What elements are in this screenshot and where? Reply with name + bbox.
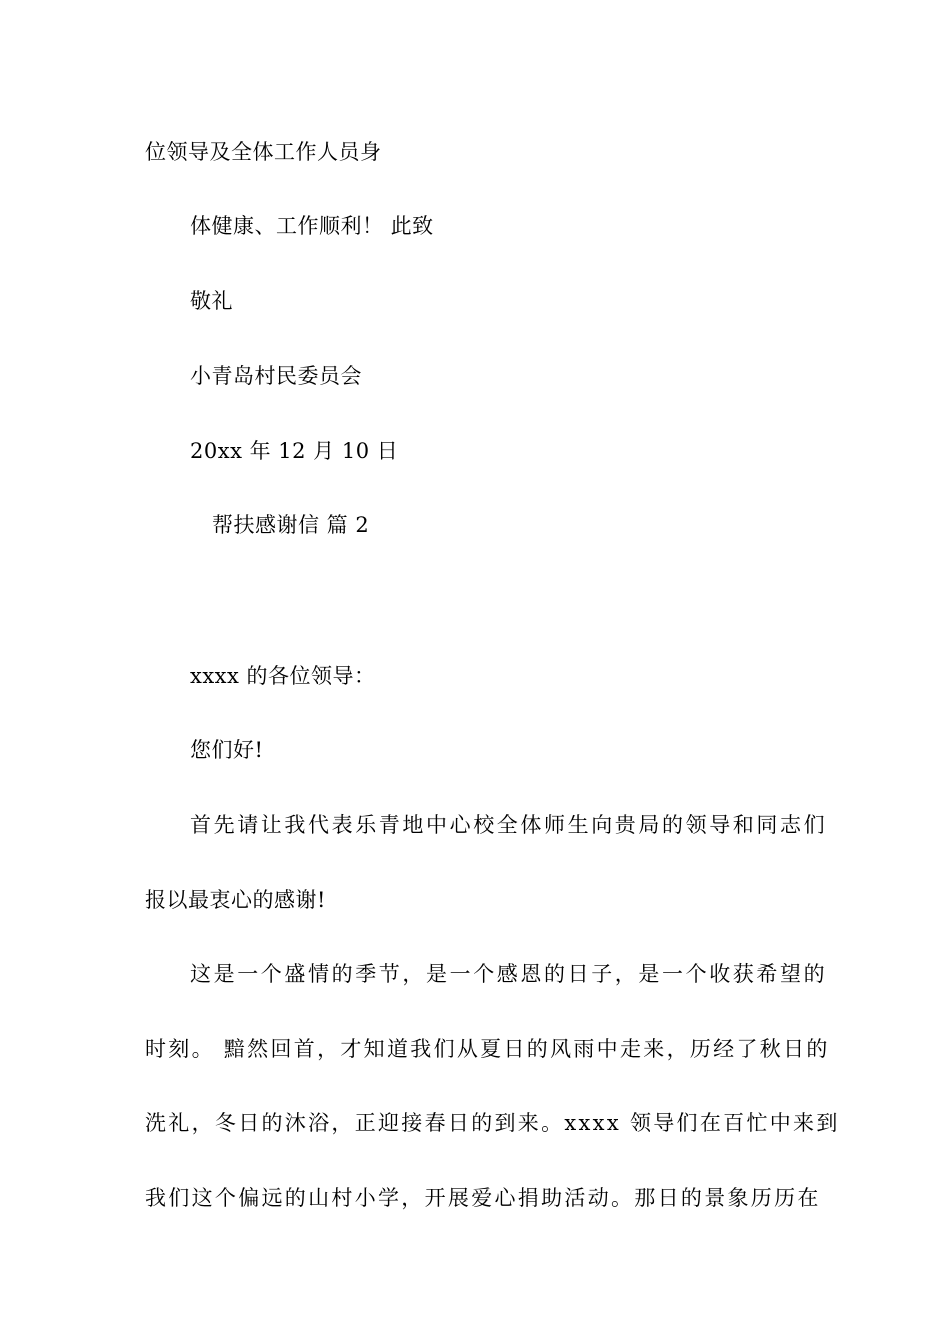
paragraph-2-line-4: 我们这个偏远的山村小学，开展爱心捐助活动。那日的景象历历在 bbox=[145, 1186, 821, 1210]
paragraph-1-line-1: 首先请让我代表乐青地中心校全体师生向贵局的领导和同志们 bbox=[190, 813, 828, 837]
salutation: xxxx 的各位领导： bbox=[190, 664, 376, 688]
section-heading: 帮扶感谢信 篇 2 bbox=[212, 513, 370, 537]
letter-date: 20xx 年 12 月 10 日 bbox=[190, 439, 399, 463]
greeting: 您们好! bbox=[190, 738, 264, 762]
paragraph-2-line-1: 这是一个盛情的季节，是一个感恩的日子，是一个收获希望的 bbox=[190, 962, 828, 986]
paragraph-1-line-2: 报以最衷心的感谢! bbox=[145, 888, 326, 912]
closing-line-2: 体健康、工作顺利！ 此致 bbox=[190, 214, 434, 238]
closing-line-1: 位领导及全体工作人员身 bbox=[145, 140, 382, 164]
signature: 小青岛村民委员会 bbox=[190, 364, 362, 388]
paragraph-2-line-3: 洗礼，冬日的沐浴，正迎接春日的到来。xxxx 领导们在百忙中来到 bbox=[145, 1111, 840, 1135]
closing-salute: 敬礼 bbox=[190, 289, 233, 313]
paragraph-2-line-2: 时刻。 黯然回首，才知道我们从夏日的风雨中走来，历经了秋日的 bbox=[145, 1037, 830, 1061]
